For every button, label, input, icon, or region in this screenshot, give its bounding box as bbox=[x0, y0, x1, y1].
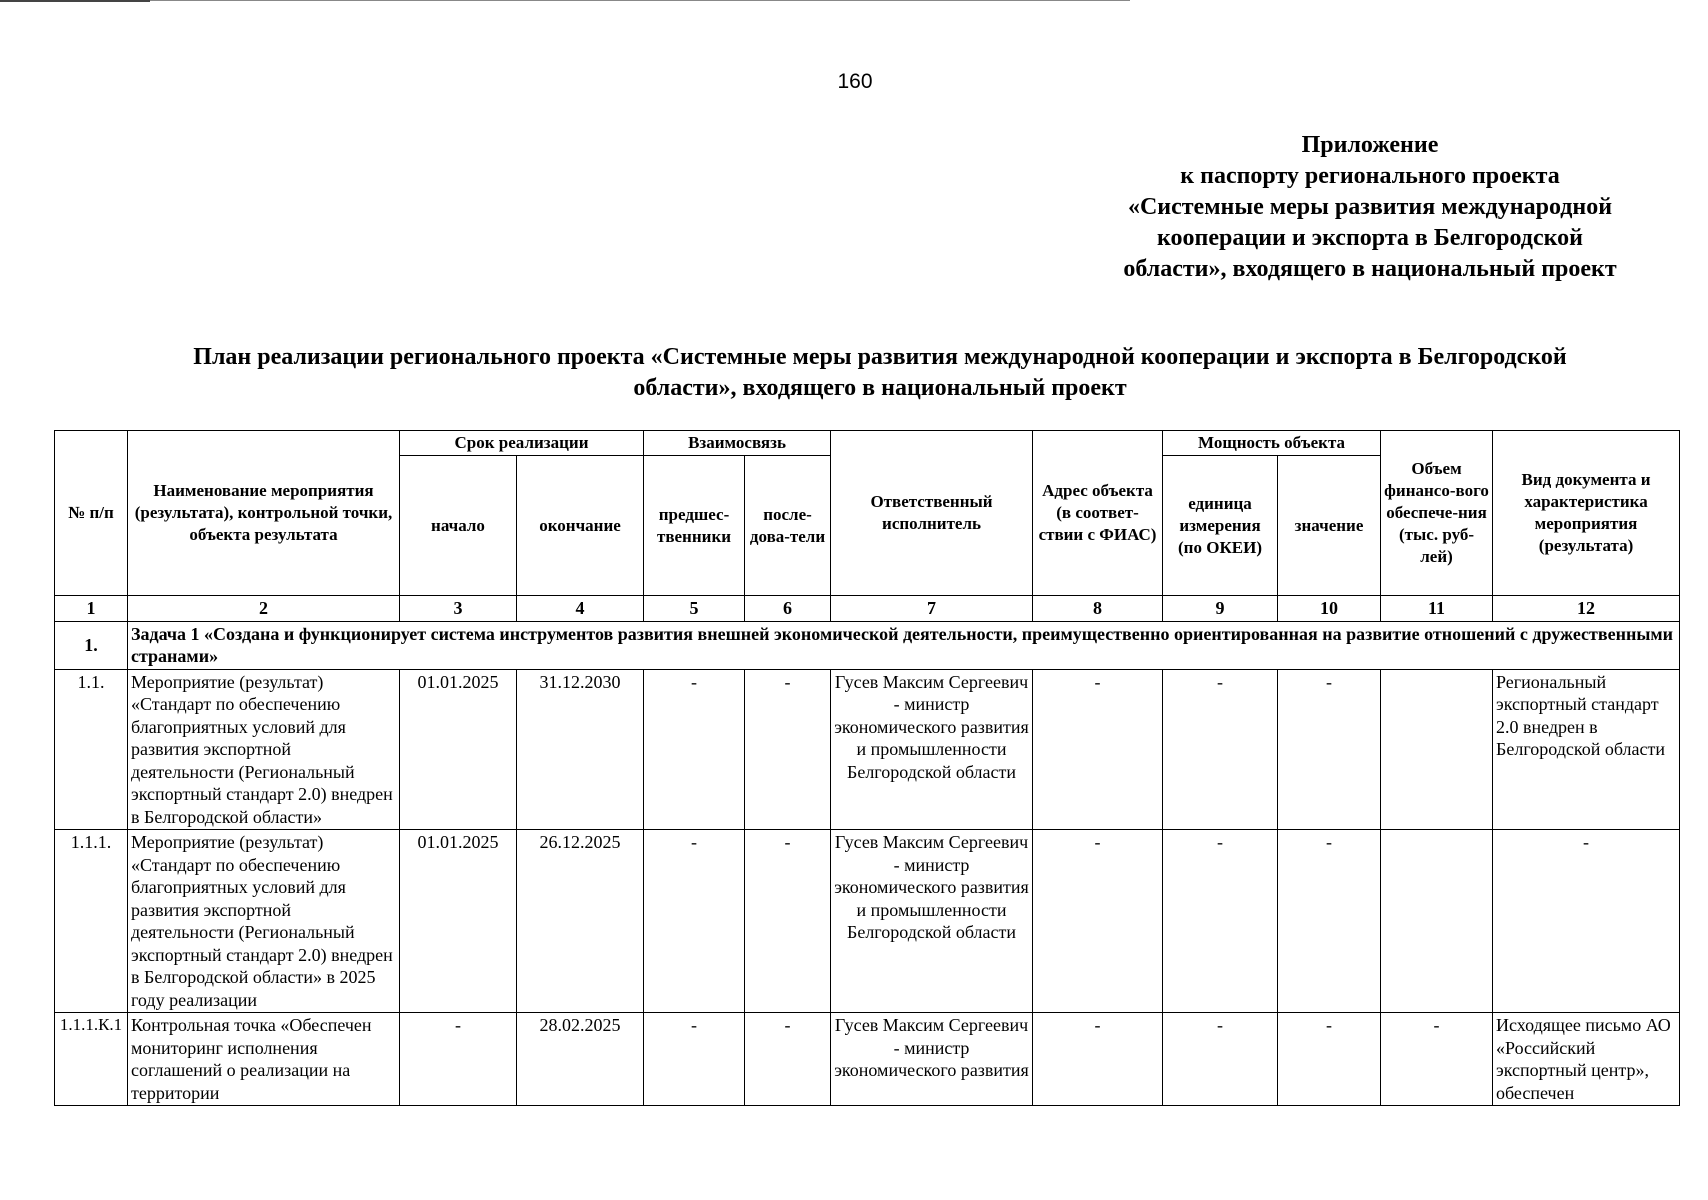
row-num: 1.1. bbox=[55, 669, 128, 830]
table-row bbox=[55, 1013, 1680, 1106]
row-end: 26.12.2025 bbox=[517, 830, 644, 1013]
header-capacity: Мощность объекта bbox=[1163, 431, 1381, 456]
column-number: 4 bbox=[517, 596, 644, 622]
header-start: начало bbox=[400, 456, 517, 596]
header-finance: Объем финансо-вого обеспече-ния (тыс. руб-лей) bbox=[1381, 431, 1493, 596]
header-end: окончание bbox=[517, 456, 644, 596]
appendix-header bbox=[1050, 130, 1690, 285]
task-row bbox=[55, 621, 1680, 669]
task-num: 1. bbox=[55, 621, 128, 669]
column-number: 6 bbox=[745, 596, 831, 622]
row-doc: Исходящее письмо АО «Российский экспортный центр», обеспечен bbox=[1493, 1013, 1680, 1106]
row-name: Мероприятие (результат) «Стандарт по обеспечению благоприятных условий для развития экспортной деятельности (Региональный экспортный стандарт 2.0) внедрен в Белгородской области» bbox=[128, 669, 400, 830]
row-value: - bbox=[1278, 830, 1381, 1013]
column-number: 2 bbox=[128, 596, 400, 622]
header-name: Наименование мероприятия (результата), контрольной точки, объекта результата bbox=[128, 431, 400, 596]
row-doc: - bbox=[1493, 830, 1680, 1013]
row-end: 31.12.2030 bbox=[517, 669, 644, 830]
row-executor: Гусев Максим Сергеевич - министр экономического развития и промышленности Белгородской области bbox=[831, 669, 1033, 830]
row-name: Контрольная точка «Обеспечен мониторинг исполнения соглашений о реализации на территории bbox=[128, 1013, 400, 1106]
column-number: 12 bbox=[1493, 596, 1680, 622]
row-finance bbox=[1381, 669, 1493, 830]
header-term: Срок реализации bbox=[400, 431, 644, 456]
header-address: Адрес объекта (в соответ-ствии с ФИАС) bbox=[1033, 431, 1163, 596]
row-executor: Гусев Максим Сергеевич - министр экономического развития bbox=[831, 1013, 1033, 1106]
header-relation: Взаимосвязь bbox=[644, 431, 831, 456]
appendix-line: области», входящего в национальный проект bbox=[1123, 256, 1617, 282]
row-value: - bbox=[1278, 1013, 1381, 1106]
row-address: - bbox=[1033, 669, 1163, 830]
row-address: - bbox=[1033, 1013, 1163, 1106]
row-successors: - bbox=[745, 830, 831, 1013]
plan-title-line: План реализации регионального проекта «Системные меры развития международной кооперации и экспорта в Белгородской bbox=[193, 344, 1567, 370]
row-predecessors: - bbox=[644, 1013, 745, 1106]
row-finance: - bbox=[1381, 1013, 1493, 1106]
row-predecessors: - bbox=[644, 669, 745, 830]
header-successors: после-дова-тели bbox=[745, 456, 831, 596]
row-address: - bbox=[1033, 830, 1163, 1013]
row-start: 01.01.2025 bbox=[400, 830, 517, 1013]
row-start: - bbox=[400, 1013, 517, 1106]
row-end: 28.02.2025 bbox=[517, 1013, 644, 1106]
row-executor: Гусев Максим Сергеевич - министр экономического развития и промышленности Белгородской области bbox=[831, 830, 1033, 1013]
plan-title-line: области», входящего в национальный проект bbox=[633, 375, 1127, 401]
column-number: 3 bbox=[400, 596, 517, 622]
column-number: 8 bbox=[1033, 596, 1163, 622]
row-unit: - bbox=[1163, 669, 1278, 830]
row-name: Мероприятие (результат) «Стандарт по обеспечению благоприятных условий для развития экспортной деятельности (Региональный экспортный стандарт 2.0) внедрен в Белгородской области» в 2025 году реализации bbox=[128, 830, 400, 1013]
column-number: 5 bbox=[644, 596, 745, 622]
header-value: значение bbox=[1278, 456, 1381, 596]
row-num: 1.1.1. bbox=[55, 830, 128, 1013]
header-doc: Вид документа и характеристика мероприятия (результата) bbox=[1493, 431, 1680, 596]
scan-edge-line bbox=[150, 0, 1130, 1]
column-number: 7 bbox=[831, 596, 1033, 622]
column-number: 9 bbox=[1163, 596, 1278, 622]
header-num: № п/п bbox=[55, 431, 128, 596]
row-num: 1.1.1.К.1 bbox=[55, 1013, 128, 1106]
page-number: 160 bbox=[837, 70, 873, 93]
row-successors: - bbox=[745, 669, 831, 830]
appendix-line: Приложение bbox=[1301, 132, 1439, 158]
table-row bbox=[55, 830, 1680, 1013]
table-row bbox=[55, 669, 1680, 830]
column-number: 11 bbox=[1381, 596, 1493, 622]
appendix-line: «Системные меры развития международной bbox=[1127, 194, 1613, 220]
plan-title bbox=[60, 342, 1700, 404]
appendix-line: к паспорту регионального проекта bbox=[1180, 163, 1560, 189]
header-predecessors: предшес-твенники bbox=[644, 456, 745, 596]
column-numbers-row bbox=[55, 596, 1680, 622]
row-value: - bbox=[1278, 669, 1381, 830]
column-number: 1 bbox=[55, 596, 128, 622]
header-executor: Ответственный исполнитель bbox=[831, 431, 1033, 596]
scan-edge-line bbox=[0, 0, 150, 2]
row-unit: - bbox=[1163, 1013, 1278, 1106]
task-text: Задача 1 «Создана и функционирует система инструментов развития внешней экономической деятельности, преимущественно ориентированная на развитие отношений с дружественными странами» bbox=[128, 621, 1680, 669]
header-unit: единица измерения (по ОКЕИ) bbox=[1163, 456, 1278, 596]
row-start: 01.01.2025 bbox=[400, 669, 517, 830]
row-finance bbox=[1381, 830, 1493, 1013]
appendix-line: кооперации и экспорта в Белгородской bbox=[1157, 225, 1583, 251]
column-number: 10 bbox=[1278, 596, 1381, 622]
row-predecessors: - bbox=[644, 830, 745, 1013]
row-doc: Региональный экспортный стандарт 2.0 внедрен в Белгородской области bbox=[1493, 669, 1680, 830]
row-unit: - bbox=[1163, 830, 1278, 1013]
row-successors: - bbox=[745, 1013, 831, 1106]
plan-table bbox=[54, 430, 1680, 1106]
